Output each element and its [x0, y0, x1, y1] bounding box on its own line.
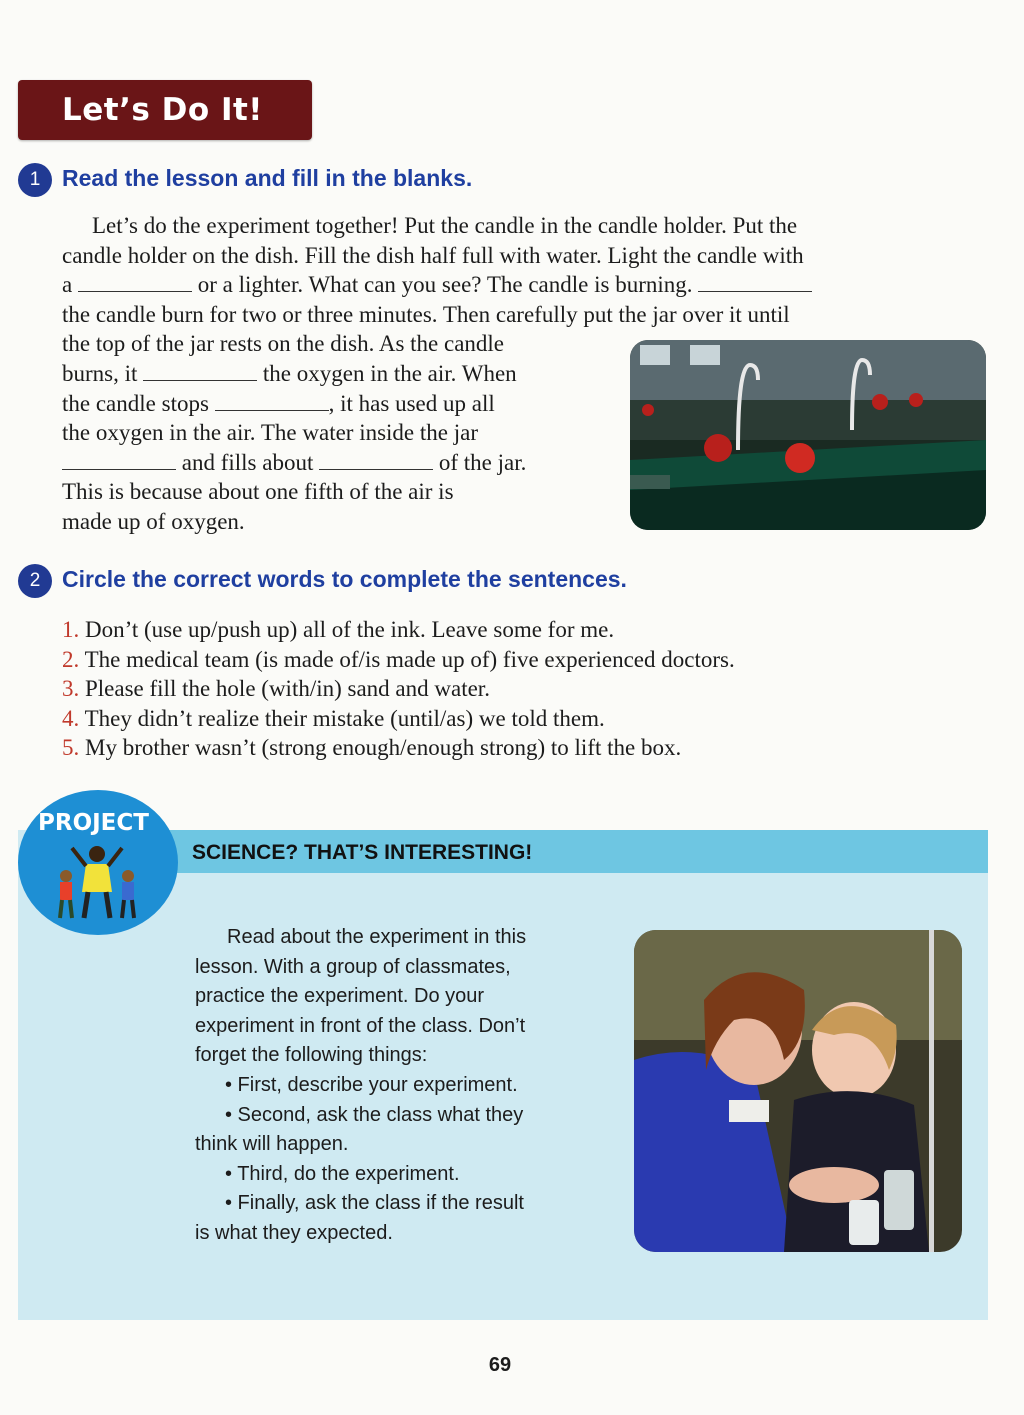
- section-2-number: 2: [18, 564, 52, 598]
- list-item: 1. Don’t (use up/push up) all of the ink. Leave some for me.: [62, 617, 615, 642]
- passage-line: This is because about one fifth of the air is: [62, 479, 454, 505]
- answer-blank[interactable]: [319, 449, 433, 470]
- answer-blank[interactable]: [215, 390, 329, 411]
- page-number: 69: [488, 1354, 512, 1376]
- passage-line: the candle stops , it has used up all: [62, 390, 495, 416]
- list-item: 2. The medical team (is made of/is made up of) five experienced doctors.: [62, 646, 735, 672]
- instruction-line: • Second, ask the class what they: [225, 1103, 524, 1126]
- instruction-line: experiment in front of the class. Don’t: [195, 1014, 526, 1037]
- instruction-line: Read about the experiment in this: [227, 926, 527, 948]
- answer-blank[interactable]: [62, 449, 176, 470]
- lesson-title-banner: [18, 80, 312, 140]
- passage-line: candle holder on the dish. Fill the dish half full with water. Light the candle with: [62, 242, 804, 268]
- list-item: 3. Please fill the hole (with/in) sand and water.: [62, 676, 490, 702]
- instruction-line: • First, describe your experiment.: [225, 1073, 518, 1096]
- passage-line: the candle burn for two or three minutes. Then carefully put the jar over it until: [62, 301, 790, 327]
- instruction-line: think will happen.: [195, 1133, 349, 1156]
- passage-line: a or a lighter. What can you see? The candle is burning.: [62, 270, 992, 300]
- project-label: PROJECT: [38, 810, 149, 836]
- passage-line: and fills about of the jar.: [62, 448, 992, 478]
- answer-blank[interactable]: [143, 360, 257, 381]
- section-2-title: Circle the correct words to complete the sentences.: [62, 566, 627, 592]
- instruction-line: practice the experiment. Do your: [195, 985, 485, 1008]
- instruction-line: • Third, do the experiment.: [225, 1162, 460, 1185]
- list-item: 5. My brother wasn’t (strong enough/enough strong) to lift the box.: [62, 735, 682, 761]
- instruction-line: • Finally, ask the class if the result: [225, 1192, 524, 1215]
- students-experiment-photo: [634, 930, 962, 1252]
- passage-line: the oxygen in the air. The water inside the jar: [62, 420, 478, 446]
- section-1-title: Read the lesson and fill in the blanks.: [62, 165, 473, 191]
- instruction-line: is what they expected.: [195, 1221, 393, 1244]
- passage-line: Let’s do the experiment together! Put the candle in the candle holder. Put the: [92, 213, 798, 238]
- sentence-list: [62, 615, 735, 763]
- passage-line: the top of the jar rests on the dish. As the candle: [62, 331, 505, 357]
- passage-line: made up of oxygen.: [62, 508, 245, 534]
- project-title: SCIENCE? THAT’S INTERESTING!: [192, 841, 533, 864]
- instruction-line: lesson. With a group of classmates,: [195, 955, 511, 978]
- project-instructions: [195, 923, 615, 1249]
- lesson-title: Let’s Do It!: [62, 92, 263, 128]
- children-icon: [52, 842, 142, 922]
- answer-blank[interactable]: [78, 271, 192, 292]
- science-lab-photo: [630, 340, 986, 530]
- section-1-number: 1: [18, 163, 52, 197]
- answer-blank[interactable]: [698, 271, 812, 292]
- list-item: 4. They didn’t realize their mistake (until/as) we told them.: [62, 705, 605, 731]
- passage-line: burns, it the oxygen in the air. When: [62, 360, 517, 386]
- project-badge: [18, 790, 178, 935]
- project-title-band: [168, 830, 988, 873]
- instruction-line: forget the following things:: [195, 1044, 428, 1067]
